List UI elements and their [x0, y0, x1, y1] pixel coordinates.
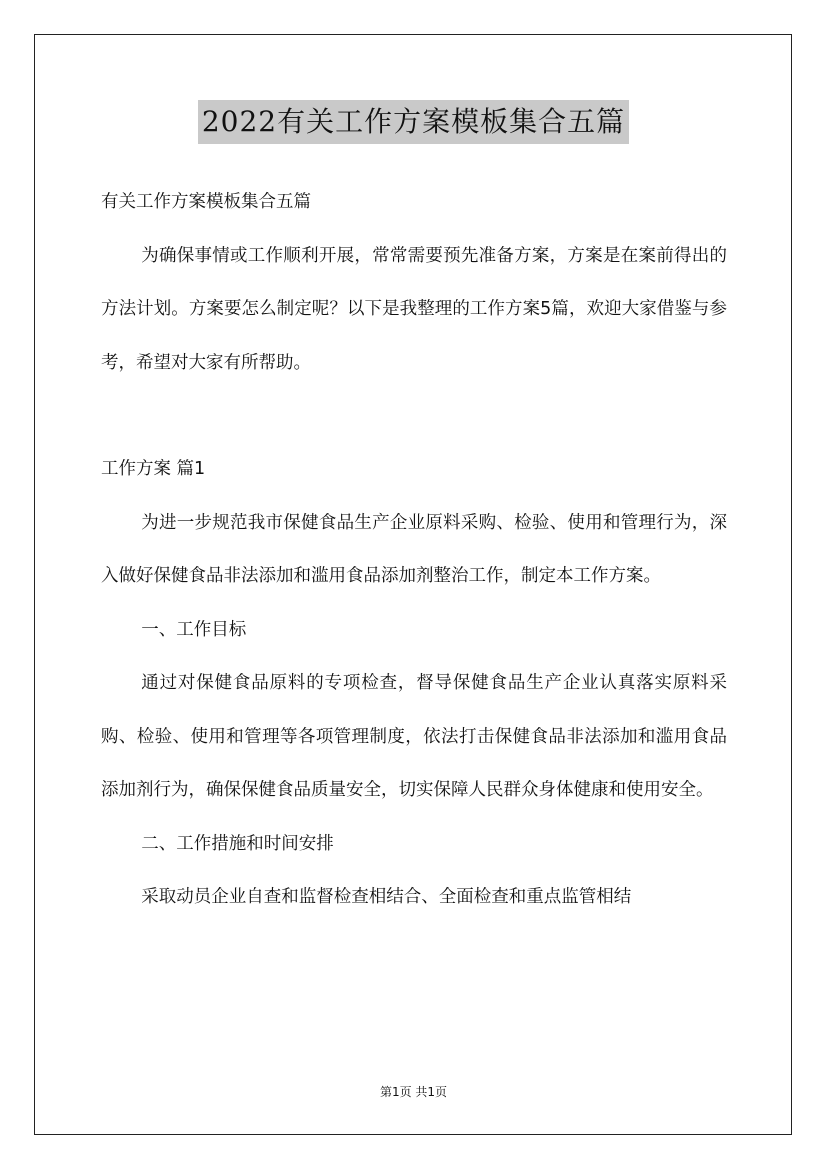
goal-paragraph: 通过对保健食品原料的专项检查，督导保健食品生产企业认真落实原料采购、检验、使用和管理等各项管理制度，依法打击保健食品非法添加和滥用食品添加剂行为，确保保健食品质量安全，切实保障人民群众身体健康和使用安全。 [101, 673, 727, 800]
measures-heading: 二、工作措施和时间安排 [141, 833, 334, 854]
section-heading: 工作方案 篇1 [101, 459, 206, 479]
spacer [101, 390, 727, 443]
section-paragraph: 为进一步规范我市保健食品生产企业原料采购、检验、使用和管理行为，深入做好保健食品非法添加和滥用食品添加剂整治工作，制定本工作方案。 [101, 512, 727, 586]
measures-paragraph: 采取动员企业自查和监督检查相结合、全面检查和重点监管相结 [141, 887, 632, 907]
intro-paragraph: 为确保事情或工作顺利开展，常常需要预先准备方案，方案是在案前得出的方法计划。方案要怎么制定呢？以下是我整理的工作方案5篇，欢迎大家借鉴与参考，希望对大家有所帮助。 [101, 245, 727, 373]
document-body [101, 176, 727, 925]
page-footer: 第1页 共1页 [379, 1085, 448, 1099]
subtitle: 有关工作方案模板集合五篇 [101, 192, 311, 212]
title-container [0, 100, 827, 144]
document-title: 2022有关工作方案模板集合五篇 [198, 100, 629, 144]
goal-heading: 一、工作目标 [141, 619, 247, 640]
